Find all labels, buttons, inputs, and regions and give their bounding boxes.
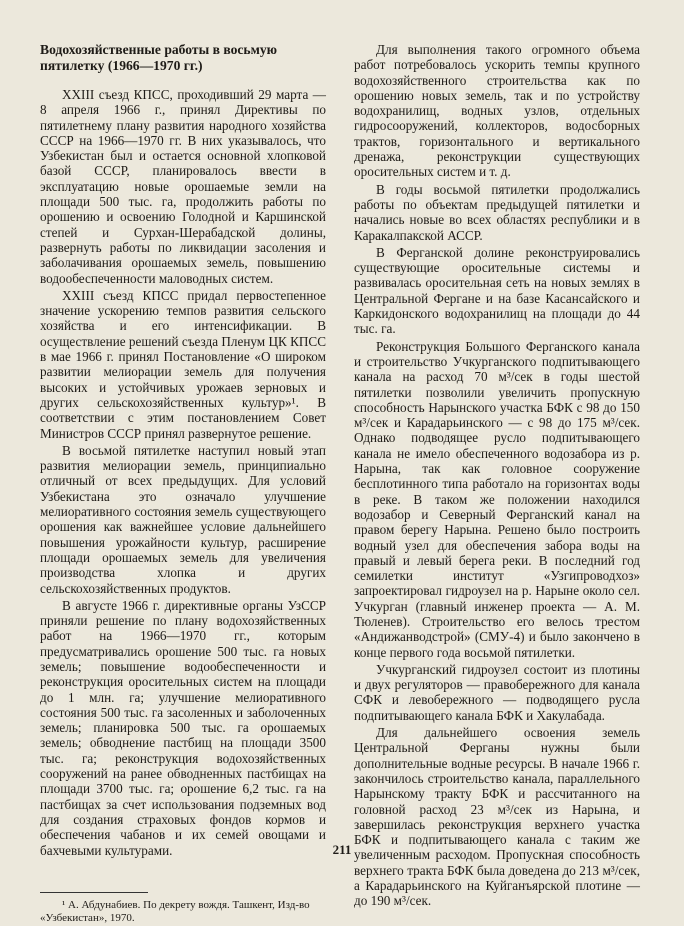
paragraph: XXIII съезд КПСС придал первостепенное значение ускорению темпов развития сельского хозяйства и его интенсификации. В осуществление решений съезда Пленум ЦК КПСС в мае 1966 г. принял Постановление «О широком развитии мелиорации земель для получения высоких и устойчивых урожаев зерновых и других сельскохозяйственных культур»¹. В соответствии с этим постановлением Совет Министров СССР принял развернутое решение. xyxy=(40,287,326,441)
left-column xyxy=(40,42,326,926)
paragraph: В Ферганской долине реконструировались существующие оросительные системы и развивалась оросительная сеть на новых землях в Центральной Фергане и на базе Касансайского и Каркидонского водохранилищ на площади до 44 тыс. га. xyxy=(354,244,640,337)
paragraph: Реконструкция Большого Ферганского канала и строительство Учкурганского подпитывающего канала на расход 70 м³/сек в годы шестой пятилетки позволили увеличить пропускную способность Нарынского участка БФК с 98 до 150 м³/сек и Карадарьинского — с 98 до 175 м³/сек. Однако подводящее русло подпитывающего канала не имело обеспеченного водозабора из р. Нарына, так как головное сооружение бесплотинного типа работало на горизонтах воды в реке. В таком же положении находился водозабор и Северный Ферганский канал на правом берегу Нарына. Решено было построить водный узел для обеспечения забора воды на правый и левый берега реки. В последний год семилетки институт «Узгипроводхоз» запроектировал гидроузел на р. Нарыне около сел. Учкурган (главный инженер проекта — А. М. Тюленев). Строительство его велось трестом «Андижанводстрой» (СМУ-4) и было закончено в конце первого года восьмой пятилетки. xyxy=(354,338,640,660)
paragraph: В восьмой пятилетке наступил новый этап развития мелиорации земель, принципиально отличный от всех предыдущих. Для условий Узбекистана это означало улучшение мелиоративного состояния земель существующего орошения как важнейшее условие дальнейшего повышения урожайности культур, расширение площади орошаемых земель для увеличения производства хлопка и других сельскохозяйственных продуктов. xyxy=(40,442,326,596)
page-number: 211 xyxy=(332,842,352,857)
paragraph: Учкурганский гидроузел состоит из плотины и двух регуляторов — правобережного для канала СФК и левобережного — подводящего русла подпитывающего канала БФК и Хакулабада. xyxy=(354,661,640,723)
right-column xyxy=(354,42,640,909)
footnote-divider xyxy=(40,892,148,893)
section-title: Водохозяйственные работы в восьмую пятилетку (1966—1970 гг.) xyxy=(40,42,278,73)
paragraph: В годы восьмой пятилетки продолжались работы по объектам предыдущей пятилетки и начались новые во всех областях республики и в Каракалпакской АССР. xyxy=(354,181,640,243)
paragraph: XXIII съезд КПСС, проходивший 29 марта — 8 апреля 1966 г., принял Директивы по пятилетнему плану развития народного хозяйства СССР на 1966—1970 гг. В них указывалось, что Узбекистан был и остается основной хлопковой базой СССР, планировалось ввести в эксплуатацию новые орошаемые земли на площади 500 тыс. га, продолжить работы по орошению и освоению Голодной и Каршинской степей и Сурхан-Шерабадской долины, развернуть работы по ликвидации засоления и заболачивания орошаемых земель, повышению водообеспеченности маловодных систем. xyxy=(40,87,326,286)
paragraph: Для дальнейшего освоения земель Центральной Ферганы нужны были дополнительные водные ресурсы. В начале 1966 г. закончилось строительство канала, параллельного Нарынскому тракту БФК и рассчитанного на головной расход 23 м³/сек из Нарына, и завершилась реконструкция верхнего участка БФК и подпитывающего канала с таким же увеличенным расходом. Пропускная способность верхнего тракта БФК была доведена до 213 м³/сек, а Карадарьинского на Куйганъярской плотине — до 190 м³/сек. xyxy=(354,725,640,909)
footnote: ¹ А. Абдунабиев. По декрету вождя. Ташкент, Изд-во «Узбекистан», 1970. xyxy=(40,898,310,925)
paragraph: В августе 1966 г. директивные органы УзССР приняли решение по плану водохозяйственных работ на 1966—1970 гг., которым предусматривались орошение 500 тыс. га новых земель; повышение водообеспеченности и реконструкция оросительных систем на площади до 1 млн. га; улучшение мелиоративного состояния 500 тыс. га засоленных и заболоченных земель; планировка 500 тыс. га орошаемых земель; обводнение пастбищ на площади 3500 тыс. га; реконструкция водохозяйственных сооружений на ранее обводненных пастбищах на площади 3700 тыс. га; орошение 6,2 тыс. га на пастбищах за счет использования подземных вод для создания страховых фондов кормов и обеспечения чабанов и их семей овощами и бахчевыми культурами. xyxy=(40,597,326,858)
paragraph: Для выполнения такого огромного объема работ потребовалось ускорить темпы крупного водохозяйственного строительства как по орошению новых земель, так и по устройству водохранилищ, водных узлов, отдельных гидросооружений, коллекторов, водосборных трактов, горизонтального и вертикального дренажа, реконструкции существующих оросительных систем и т. д. xyxy=(354,42,640,180)
